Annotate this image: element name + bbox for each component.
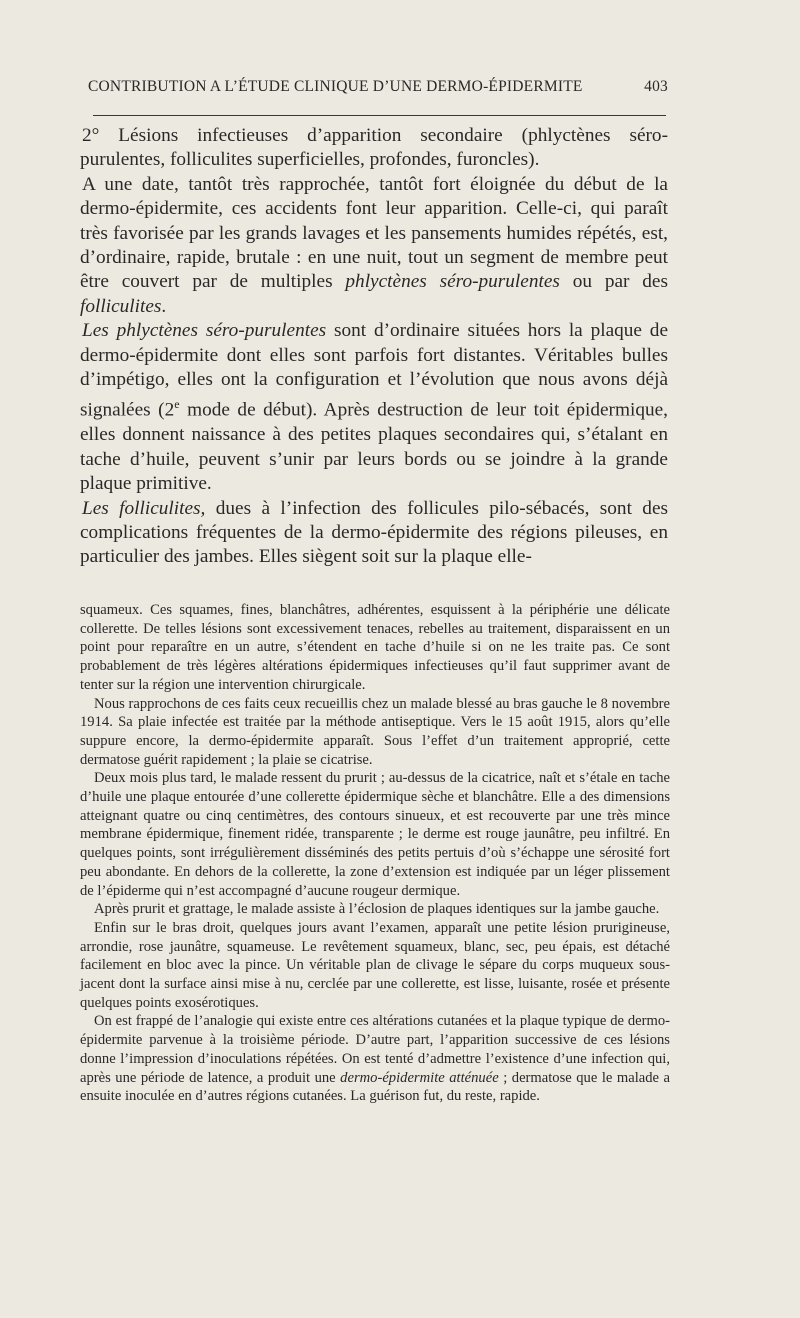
onset-italic-folliculites: folliculites [80,295,162,317]
note-right-arm-text: Enfin sur le bras droit, quelques jours avant l’examen, apparaît une petite lésion prurigineuse, arrondie, rose jaunâtre, squameuse. Le revêtement squameux, blanc, sec, peu épais, est détaché facilement en bloc avec la pince. Un véritable plan de clivage le sépare du corps muqueux sous-jacent dont la surface ainsi mise à nu, cerclée par une collerette, est lisse, luisante, rosée et présente quelques points exosérotiques. [80,919,670,1011]
onset-italic-phlyctenes: phlyctènes séro-purulentes [345,271,560,293]
running-header [88,78,668,96]
footnote-block [80,601,670,1106]
paragraph-lesions [80,124,668,173]
header-rule [93,115,666,116]
paragraph-lesions-text: 2° Lésions infectieuses d’apparition secondaire (phlyctènes séro-purulentes, folliculites superficielles, profondes, furoncles). [80,125,668,171]
phlyctenes-italic-heading: Les phlyctènes séro-purulentes [82,320,327,342]
note-analogy-text-2: ; dermatose que le malade a ensuite inoculée en d’autres régions cutanées. La guérison fut, du reste, rapide. [80,1069,671,1105]
note-right-arm [80,919,670,1013]
phlyctenes-text-2: mode de début). Après destruction de leur toit épidermique, elles donnent naissance à des petites plaques secondaires qui, s’étalant en tache d’huile, peuvent s’unir par leurs bords ou se joindre à la grande plaque primitive. [80,399,668,495]
superscript-e: e [174,397,180,412]
paragraph-onset [80,173,668,319]
note-two-months-text: Deux mois plus tard, le malade ressent du prurit ; au-dessus de la cicatrice, naît et s’étale en tache d’huile une plaque entourée d’une collerette épidermique sèche et blanchâtre. Elle a des dimensions atteignant quatre ou cinq centimètres, des contours sinueux, et est recouverte par une très mince membrane épidermique, finement ridée, transparente ; le derme est rouge jaunâtre, peu infiltré. En quelques points, sont irrégulièrement disséminés des petits pertuis d’où s’échappe une sérosité fort peu abondante. En dehors de la collerette, la zone d’extension est indiquée par un léger plissement de l’épiderme qui n’est accompagné d’aucune rougeur dermique. [80,770,670,899]
running-title: CONTRIBUTION A L’ÉTUDE CLINIQUE D’UNE DERMO-ÉPIDERMITE [88,78,583,95]
onset-text-3: . [161,295,167,317]
note-prurit-text: Après prurit et grattage, le malade assiste à l’éclosion de plaques identiques sur la jambe gauche. [94,901,660,918]
note-analogy-text: On est frappé de l’analogie qui existe entre ces altérations cutanées et la plaque typique de dermo-épidermite parvenue à la troisième période. D’autre part, l’apparition successive de ces lésions donne l’impression d’inoculations répétées. On est tenté d’admettre l’existence d’une infection qui, après une période de latence, a produit une [80,1013,670,1086]
note-prurit [80,900,670,919]
note-squameux [80,601,670,695]
note-squameux-text: squameux. Ces squames, fines, blanchâtres, adhérentes, esquissent à la périphérie une délicate collerette. De telles lésions sont excessivement tenaces, rebelles au traitement, disparaissent en un point pour reparaître en un autre, s’étendent en tache d’huile si on ne les traite pas. Ce sont probablement de très légères altérations épidermiques infectieuses qu’il faut supprimer avant de tenter sur la région une intervention chirurgicale. [80,602,670,693]
note-two-months [80,769,670,900]
folliculites-italic-heading: Les folliculites, [82,497,206,519]
note-analogy [80,1012,670,1106]
note-case [80,695,670,770]
paragraph-folliculites [80,497,668,570]
folliculites-text: dues à l’infection des follicules pilo-sébacés, sont des complications fréquentes de la dermo-épidermite des régions pileuses, en particulier des jambes. Elles siègent soit sur la plaque elle- [80,497,669,568]
paragraph-phlyctenes [80,319,668,496]
note-case-text: Nous rapprochons de ces faits ceux recueillis chez un malade blessé au bras gauche le 8 novembre 1914. Sa plaie infectée est traitée par la méthode antiseptique. Vers le 15 août 1915, alors qu’elle suppure encore, la dermo-épidermite apparaît. Sous l’effet d’un traitement approprié, cette dermatose guérit rapidement ; la plaie se cicatrise. [80,695,670,768]
page-number: 403 [644,78,668,95]
onset-text-2: ou par des [559,271,668,293]
main-text [80,124,668,570]
onset-text: A une date, tantôt très rapprochée, tantôt fort éloignée du début de la dermo-épidermite, ces accidents font leur apparition. Celle-ci, qui paraît très favorisée par les grands lavages et les pansements humides répétés, est, d’ordinaire, rapide, brutale : en une nuit, tout un segment de membre peut être couvert par de multiples [80,173,668,293]
phlyctenes-text: sont d’ordinaire situées hors la plaque de dermo-épidermite dont elles sont parfois fort distantes. Véritables bulles d’impétigo, elles ont la configuration et l’évolution que nous avons déjà signalées (2 [80,320,669,421]
note-analogy-italic: dermo-épidermite atténuée [340,1069,499,1086]
